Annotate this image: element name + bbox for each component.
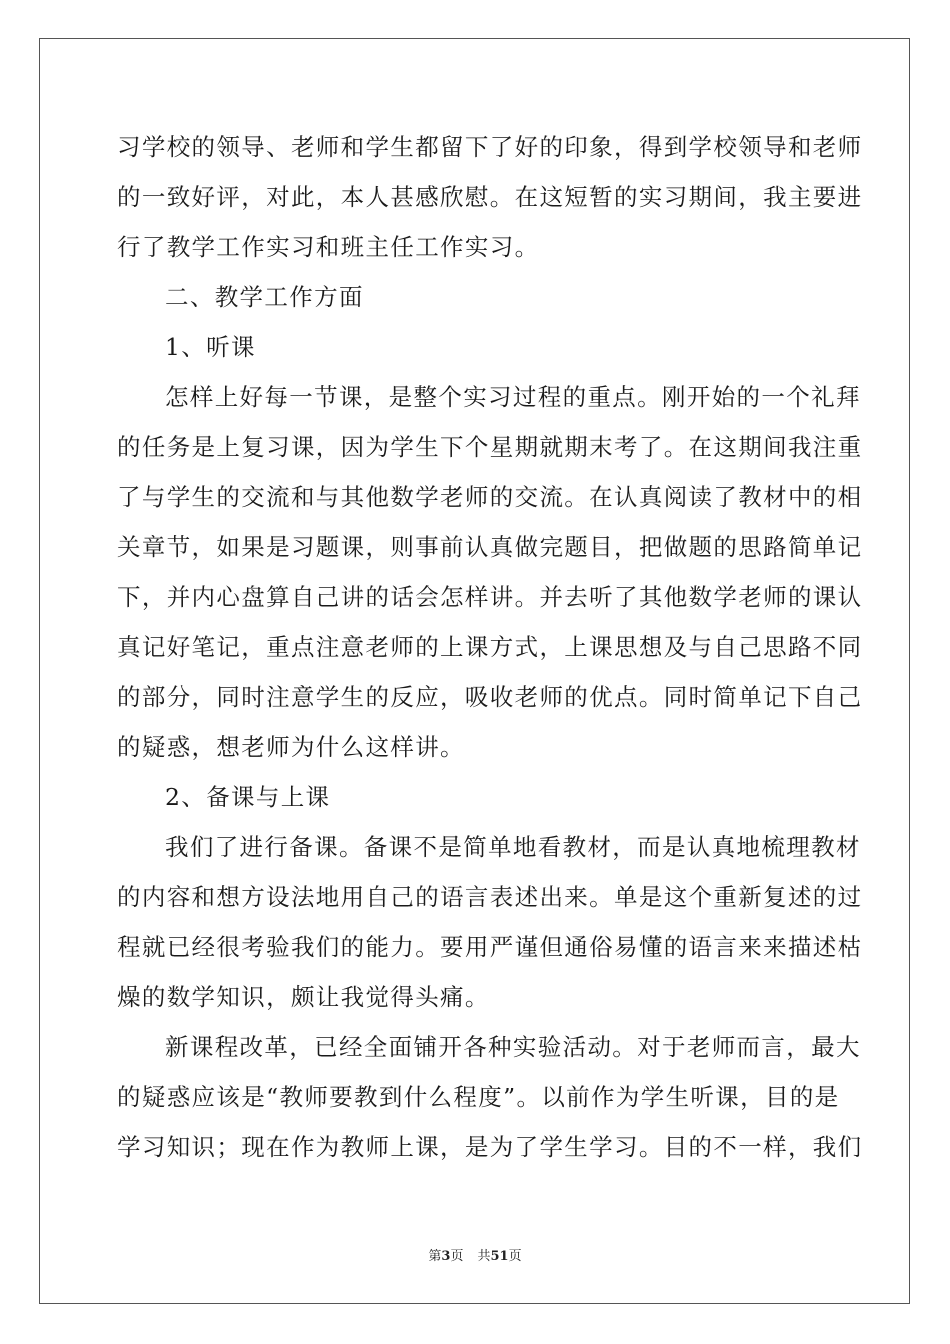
text-line: 新课程改革，已经全面铺开各种实验活动。对于老师而言，最大 xyxy=(165,1033,861,1061)
page-suffix: 页 xyxy=(450,1249,464,1264)
text-line: 的疑惑应该是“教师要教到什么程度”。以前作为学生听课，目的是 xyxy=(117,1083,840,1111)
text-line: 真记好笔记，重点注意老师的上课方式，上课思想及与自己思路不同 xyxy=(117,633,863,661)
text-line: 的一致好评，对此，本人甚感欣慰。在这短暂的实习期间，我主要进 xyxy=(117,183,863,211)
text-line: 的部分，同时注意学生的反应，吸收老师的优点。同时简单记下自己 xyxy=(117,683,863,711)
total-pages: 51 xyxy=(490,1249,509,1264)
subsection-heading: 2、备课与上课 xyxy=(165,783,331,811)
section-heading: 二、教学工作方面 xyxy=(165,283,364,311)
subsection-heading: 1、听课 xyxy=(165,333,256,361)
document-body xyxy=(117,122,863,1172)
text-line: 的任务是上复习课，因为学生下个星期就期末考了。在这期间我注重 xyxy=(117,433,863,461)
page-number: 3 xyxy=(441,1249,451,1264)
text-line: 行了教学工作实习和班主任工作实习。 xyxy=(117,233,540,261)
text-line: 下，并内心盘算自己讲的话会怎样讲。并去听了其他数学老师的课认 xyxy=(117,583,863,611)
text-line: 关章节，如果是习题课，则事前认真做完题目，把做题的思路简单记 xyxy=(117,533,863,561)
total-suffix: 页 xyxy=(508,1249,522,1264)
text-line: 燥的数学知识，颇让我觉得头痛。 xyxy=(117,983,490,1011)
text-line: 怎样上好每一节课，是整个实习过程的重点。刚开始的一个礼拜 xyxy=(165,383,861,411)
text-line: 的疑惑，想老师为什么这样讲。 xyxy=(117,733,465,761)
page-prefix: 第 xyxy=(428,1249,442,1264)
total-prefix: 共 xyxy=(477,1249,491,1264)
text-line: 我们了进行备课。备课不是简单地看教材，而是认真地梳理教材 xyxy=(165,833,861,861)
text-line: 学习知识；现在作为教师上课，是为了学生学习。目的不一样，我们 xyxy=(117,1133,863,1161)
text-line: 的内容和想方设法地用自己的语言表述出来。单是这个重新复述的过 xyxy=(117,883,863,911)
text-line: 习学校的领导、老师和学生都留下了好的印象，得到学校领导和老师 xyxy=(117,133,863,161)
text-line: 了与学生的交流和与其他数学老师的交流。在认真阅读了教材中的相 xyxy=(117,483,863,511)
text-line: 程就已经很考验我们的能力。要用严谨但通俗易懂的语言来来描述枯 xyxy=(117,933,863,961)
page-footer xyxy=(0,1245,950,1264)
